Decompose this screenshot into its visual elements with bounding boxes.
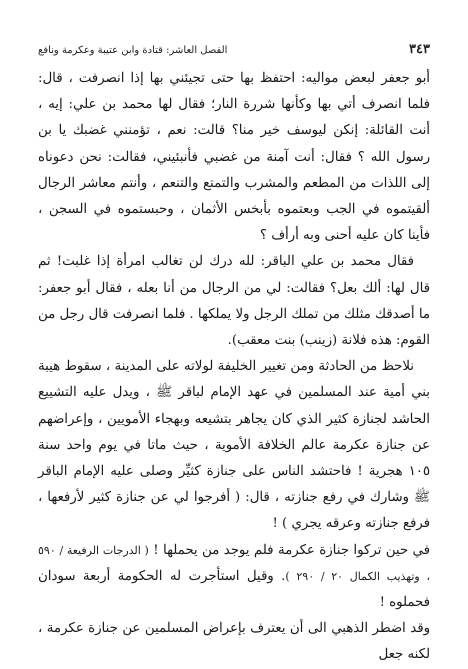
paragraph bbox=[38, 249, 430, 354]
paragraph bbox=[38, 354, 430, 537]
paragraph-text: وقد اضطر الذهبي الى أن يعترف بإعراض المسلمين عن جنازة عكرمة ، لكنه جعل bbox=[38, 621, 430, 663]
page-number: ٣٤٣ bbox=[409, 42, 430, 57]
paragraph-text: نلاحظ من الحادثة ومن تغيير الخليفة لولاته على المدينة ، سقوط هيبة بني أمية عند المسلمين في عهد الإمام لباقر ﷺ ، ويدل عليه التشييع الحاشد لجنازة كثير الذي كان يجاهر بتشيعه وبهجاء الأمويين ، وإعراضهم عن جنازة عكرمة عالم الخلافة الأموية ، حيث ماتا في يوم واحد سنة ١٠٥ هجرية ! فاحتشد الناس على جنازة كثيِّر وصلى عليه الإمام الباقر ﷺ وشارك في رفع جنازته ، قال: ( أفرجوا لي عن جنازة كثير لأرفعها ، فرفع جنازته وعرقه يجري ) ! bbox=[38, 359, 430, 532]
page-body bbox=[38, 66, 430, 669]
citation-text: ( الدرجات الرفيعة / ٥٩٠ ، وتهذيب الكمال ٢٠ / ٢٩٠ ) bbox=[38, 543, 431, 583]
paragraph bbox=[38, 616, 430, 668]
running-title: الفصل العاشر: قتادة وابن عتيبة وعكرمة ونافع bbox=[38, 45, 228, 56]
paragraph-text: أبو جعفر لبعض مواليه: احتفظ بها حتى تجيئني بها إذا انصرفت ، قال: فلما انصرف أتي بها وكأنها شررة النار؛ فقال لها محمد بن علي: إيه ، أنت القائلة: إنكن ليوسف خير منا؟ قالت: نعم ، تؤمنني غضبك يا بن رسول الله ؟ فقال: أنت آمنة من غضبي فأنبئيني، فقالت: نحن دعوناه إلى اللذات من المطعم والمشرب والتمتع والتنعم ، وأنتم معاشر الرجال ألقيتموه في الجب وبعتموه بأبخس الأثمان ، وحبستموه في السجن ، فأينا كان عليه أحنى وبه أرأف ؟ bbox=[38, 71, 430, 244]
paragraph bbox=[38, 538, 430, 617]
page-header bbox=[38, 42, 430, 57]
paragraph-text: فقال محمد بن علي الباقر: لله درك لن تغالب امرأة إذا غلبت! ثم قال لها: ألك بعل؟ فقالت: لي من الرجال من أنا بعله ، فقال أبو جعفر: ما أصدقك مثلك من تملك الرجل ولا يملكها . فلما انصرفت قال رجل من القوم: هذه فلانة (زينب) بنت معقب). bbox=[38, 254, 430, 349]
paragraph-text: في حين تركوا جنازة عكرمة فلم يوجد من يحملها ! bbox=[148, 542, 430, 558]
paragraph-text: . وقيل استأجرت له الحكومة أربعة سودان فحملوه ! bbox=[38, 568, 430, 611]
paragraph bbox=[38, 66, 430, 249]
